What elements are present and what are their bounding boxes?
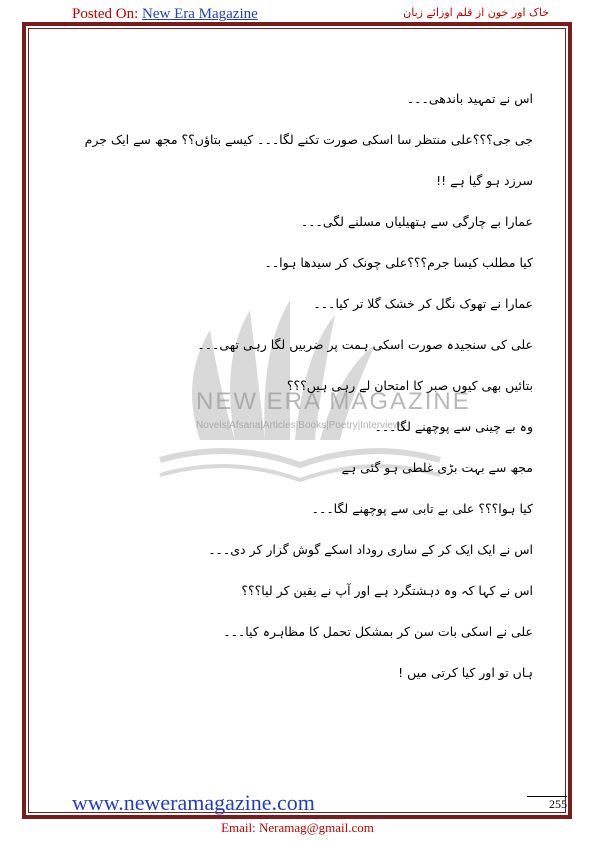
story-line: سرزد ہو گیا ہے !! bbox=[436, 173, 533, 188]
story-line: علی کی سنجیدہ صورت اسکی ہمت پر ضربیں لگا رہی تھی۔۔۔ bbox=[197, 337, 533, 352]
magazine-link[interactable]: New Era Magazine bbox=[142, 6, 258, 22]
story-line: علی نے اسکی بات سن کر بمشکل تحمل کا مظاہرہ کیا۔۔۔ bbox=[223, 624, 533, 639]
story-line: وہ بے چینی سے پوچھنے لگا۔۔۔ bbox=[374, 419, 533, 434]
footer-website-link[interactable]: www.neweramagazine.com bbox=[72, 790, 315, 815]
story-text bbox=[63, 78, 533, 693]
story-line: بتائیں بھی کیوں صبر کا امتحان لے رہی ہیں؟؟؟ bbox=[286, 378, 533, 393]
watermark-brand: NEW ERA MAGAZINE bbox=[196, 388, 471, 415]
posted-on-header bbox=[72, 6, 258, 23]
footer-email: Email: Neramag@gmail.com bbox=[221, 820, 374, 835]
page-number: 255 bbox=[527, 796, 567, 812]
story-line: اس نے ایک ایک کر کے ساری روداد اسکے گوش گزار کر دی۔۔۔ bbox=[208, 542, 533, 557]
story-line: ہاں تو اور کیا کرتی میں ! bbox=[398, 665, 533, 680]
story-line: اس نے کہا کہ وہ دہشتگرد ہے اور آپ نے یقین کر لیا؟؟؟ bbox=[241, 583, 533, 598]
posted-on-label: Posted On: bbox=[72, 6, 143, 22]
watermark-tagline: Novels|Afsana|Articles|Books|Poetry|Interviews bbox=[196, 420, 406, 431]
story-line: جی جی؟؟؟علی منتظر سا اسکی صورت تکنے لگا۔۔۔ کیسے بتاؤں؟؟ مجھ سے ایک جرم bbox=[84, 132, 533, 147]
story-line: مجھ سے بہت بڑی غلطی ہو گئی ہے bbox=[341, 460, 533, 475]
story-line: عمارا نے تھوک نگل کر خشک گلا تر کیا۔۔۔ bbox=[313, 296, 533, 311]
novel-title: خاک اور خون از قلم اوزائے زبان bbox=[403, 6, 549, 19]
story-line: اس نے تمہید باندھی۔۔۔ bbox=[406, 91, 533, 106]
story-line: عمارا بے چارگی سے ہتھیلیاں مسلنے لگی۔۔۔ bbox=[300, 214, 533, 229]
story-line: کیا مطلب کیسا جرم؟؟؟علی چونک کر سیدھا ہوا۔۔ bbox=[264, 255, 533, 270]
story-line: کیا ہوا؟؟؟ علی بے تابی سے پوچھنے لگا۔۔۔ bbox=[311, 501, 533, 516]
